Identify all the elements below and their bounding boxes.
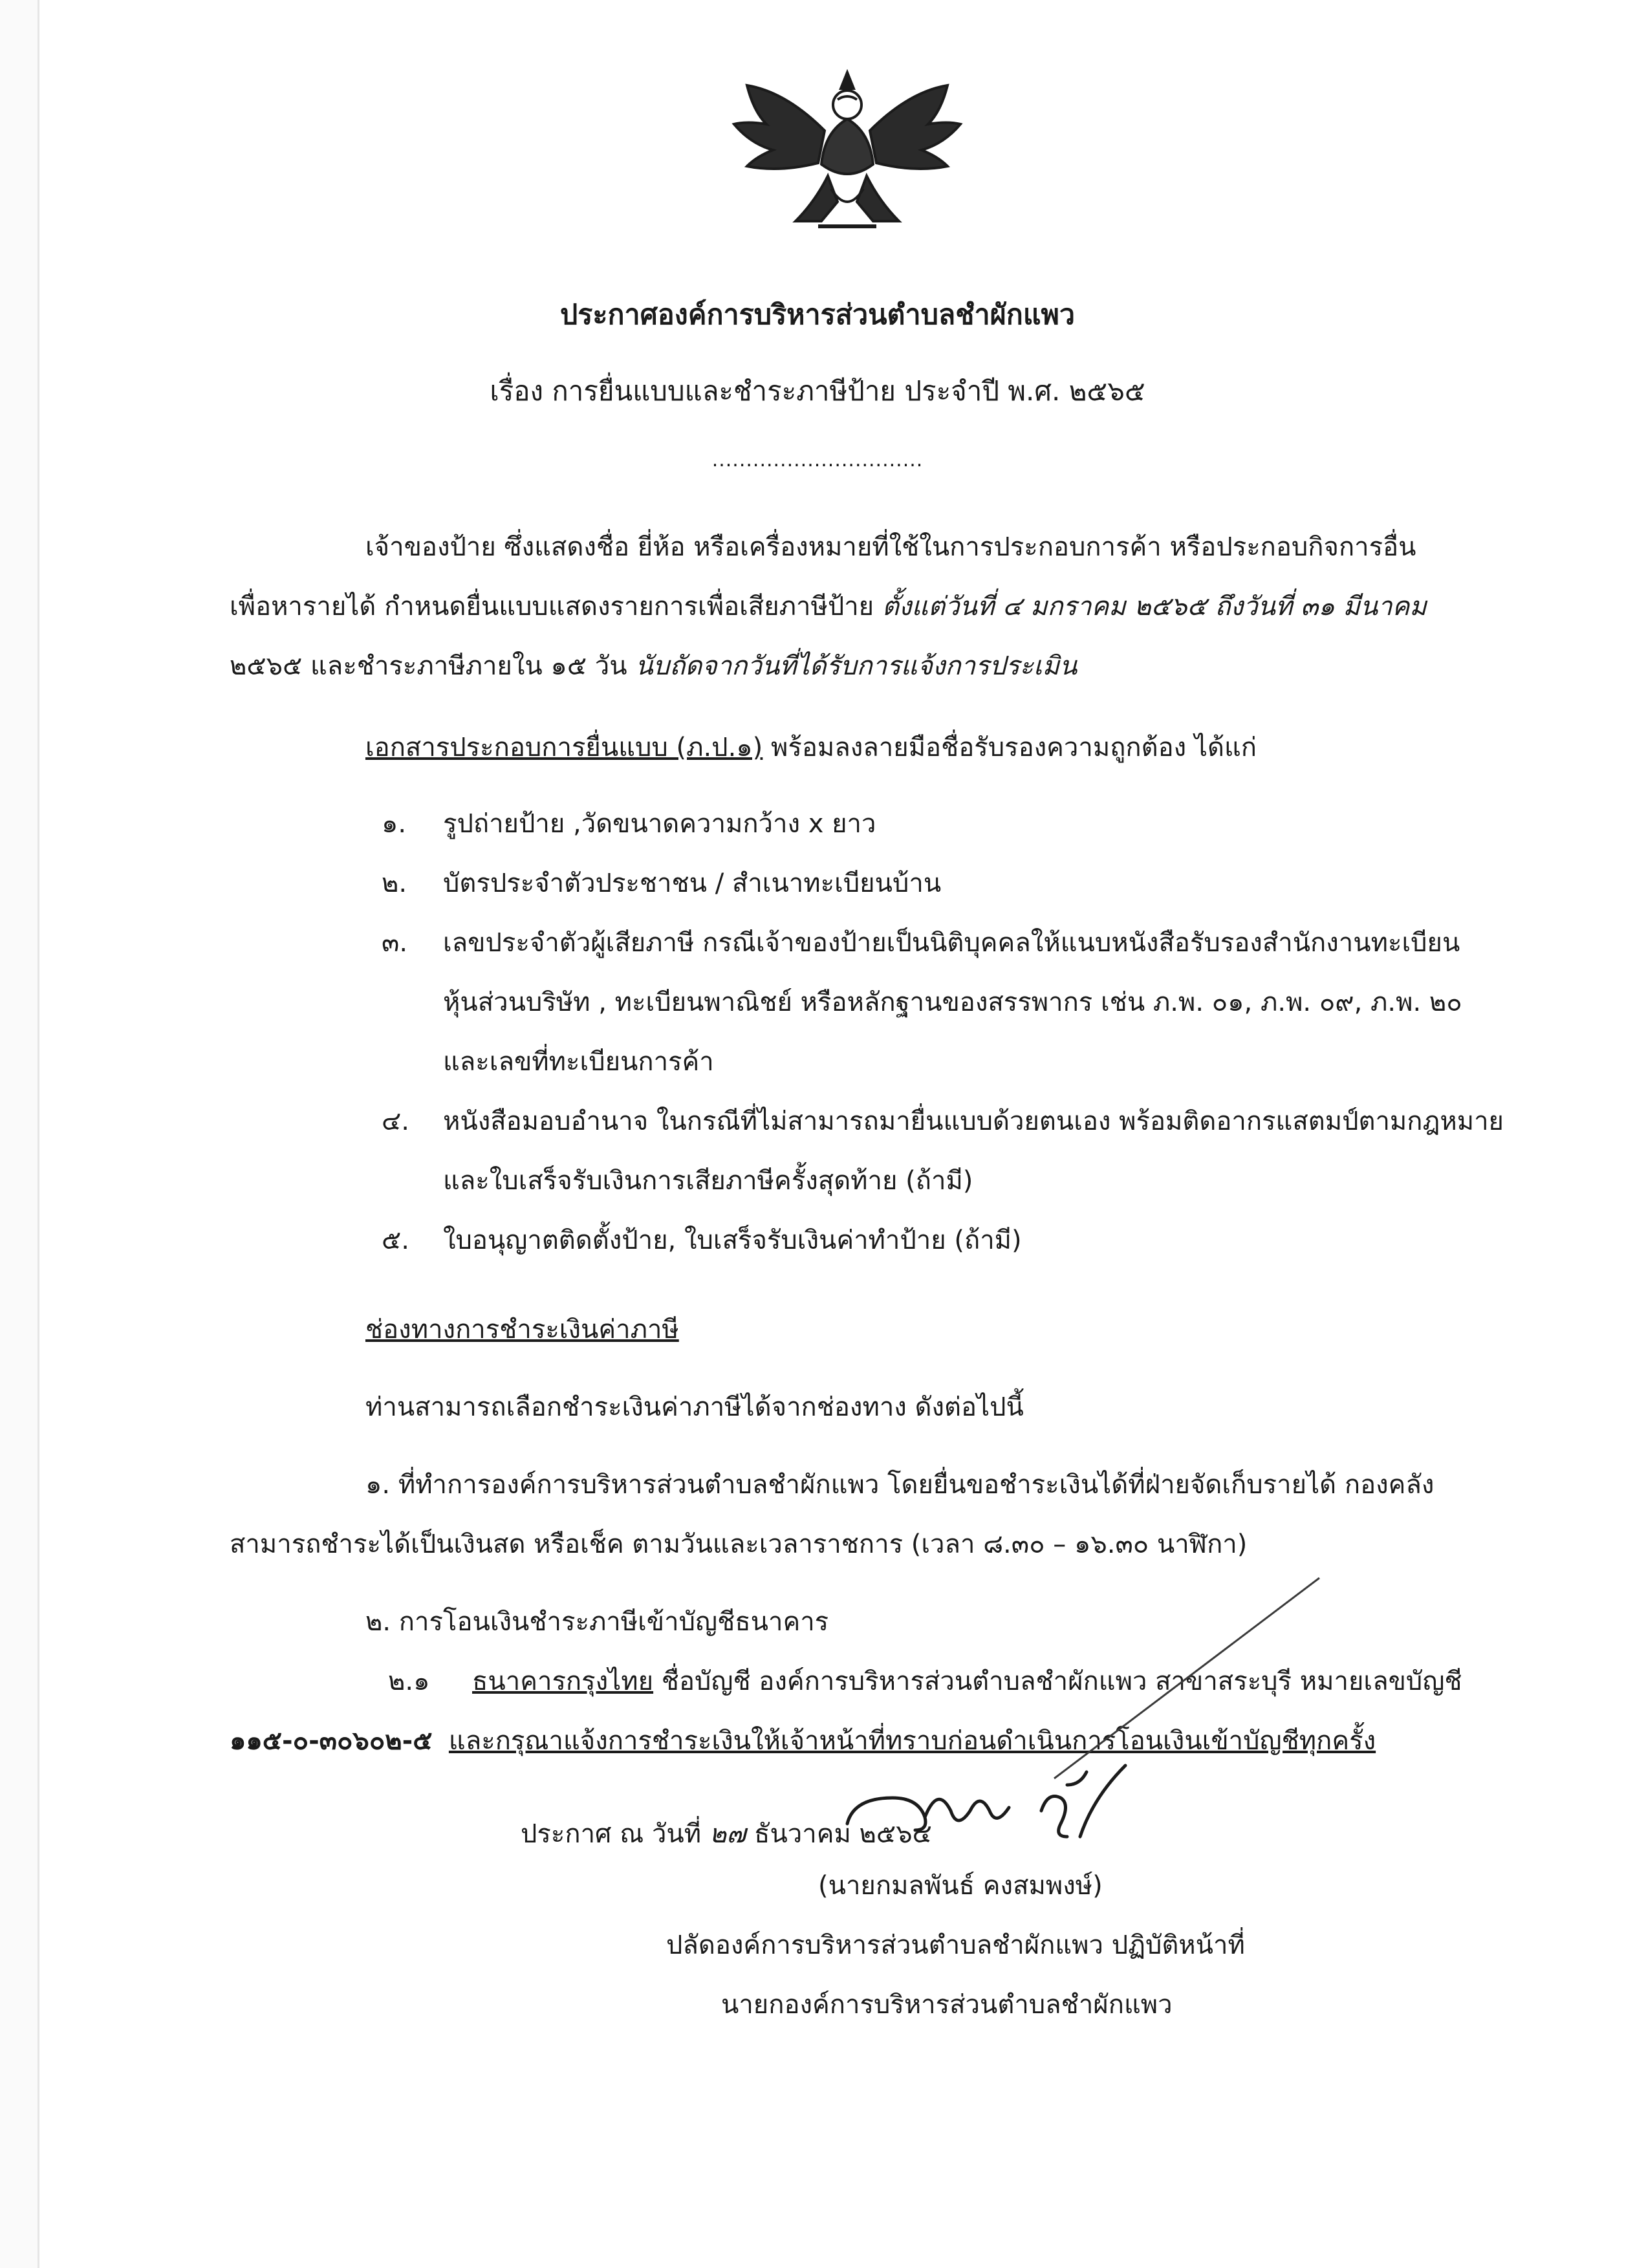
payment-deadline: นับถัดจากวันที่ได้รับการแจ้งการประเมิน bbox=[635, 651, 1077, 681]
account-number: ๑๑๕-๐-๓๐๖๐๒-๕ bbox=[230, 1726, 433, 1756]
list-item-continuation: และเลขที่ทะเบียนการค้า bbox=[443, 1047, 714, 1077]
list-item-continuation: และใบเสร็จรับเงินการเสียภาษีครั้งสุดท้าย (ถ้ามี) bbox=[443, 1166, 973, 1196]
list-item-number: ๔. bbox=[382, 1107, 409, 1136]
list-item-number: ๒. bbox=[382, 869, 407, 898]
list-item-number: ๕. bbox=[382, 1226, 409, 1255]
payment-option-1: ๑. ที่ทำการองค์การบริหารส่วนตำบลชำผักแพว โดยยื่นขอชำระเงินได้ที่ฝ่ายจัดเก็บรายได้ กองคลัง bbox=[365, 1470, 1435, 1500]
list-item-text: หนังสือมอบอำนาจ ในกรณีที่ไม่สามารถมายื่นแบบด้วยตนเอง พร้อมติดอากรแสตมป์ตามกฎหมาย bbox=[443, 1107, 1504, 1136]
list-item-text: ใบอนุญาตติดตั้งป้าย, ใบเสร็จรับเงินค่าทำป้าย (ถ้ามี) bbox=[443, 1226, 1022, 1255]
list-item-number: ๓. bbox=[382, 928, 408, 958]
list-item bbox=[382, 854, 941, 913]
bank-note: และกรุณาแจ้งการชำระเงินให้เจ้าหน้าที่ทราบก่อนดำเนินการโอนเงินเข้าบัญชีทุกครั้ง bbox=[448, 1726, 1376, 1756]
filing-period: ตั้งแต่วันที่ ๔ มกราคม ๒๕๖๕ ถึงวันที่ ๓๑ มีนาคม bbox=[882, 592, 1427, 621]
payment-heading: ช่องทางการชำระเงินค่าภาษี bbox=[365, 1315, 679, 1345]
list-item-text: บัตรประจำตัวประชาชน / สำเนาทะเบียนบ้าน bbox=[443, 869, 942, 898]
signer-position-1: ปลัดองค์การบริหารส่วนตำบลชำผักแพว ปฏิบัติหน้าที่ bbox=[666, 1930, 1245, 1960]
bank-line-1-text: ชื่อบัญชี องค์การบริหารส่วนตำบลชำผักแพว สาขาสระบุรี หมายเลขบัญชี bbox=[653, 1667, 1462, 1696]
documents-heading-line bbox=[365, 718, 1257, 777]
payment-option-2: ๒. การโอนเงินชำระภาษีเข้าบัญชีธนาคาร bbox=[365, 1607, 829, 1637]
date-day: ๒๗ bbox=[709, 1819, 746, 1849]
documents-heading-tail: พร้อมลงลายมือชื่อรับรองความถูกต้อง ได้แก่ bbox=[763, 733, 1257, 762]
signer-name: (นายกมลพันธ์ คงสมพงษ์) bbox=[818, 1871, 1103, 1901]
intro-line-2-text: เพื่อหารายได้ กำหนดยื่นแบบแสดงรายการเพื่อเสียภาษีป้าย bbox=[230, 592, 882, 621]
list-item bbox=[382, 913, 1460, 973]
scan-margin bbox=[0, 0, 38, 2268]
separator: ............................... bbox=[711, 449, 924, 471]
bank-name: ธนาคารกรุงไทย bbox=[472, 1667, 654, 1696]
subject-line: เรื่อง การยื่นแบบและชำระภาษีป้าย ประจำปี พ.ศ. ๒๕๖๕ bbox=[490, 375, 1145, 407]
signer-position-2: นายกองค์การบริหารส่วนตำบลชำผักแพว bbox=[721, 1990, 1173, 2020]
list-item-text: เลขประจำตัวผู้เสียภาษี กรณีเจ้าของป้ายเป็นนิติบุคคลให้แนบหนังสือรับรองสำนักงานทะเบียน bbox=[443, 928, 1460, 958]
garuda-emblem-icon bbox=[721, 59, 973, 254]
intro-line-2 bbox=[230, 577, 1427, 636]
list-item-number: ๑. bbox=[382, 809, 407, 839]
list-item bbox=[382, 794, 876, 854]
list-item-continuation: หุ้นส่วนบริษัท , ทะเบียนพาณิชย์ หรือหลักฐานของสรรพากร เช่น ภ.พ. ๐๑, ภ.พ. ๐๙, ภ.พ. ๒๐ bbox=[443, 988, 1462, 1017]
scan-edge bbox=[38, 0, 39, 2268]
intro-line-3-text: ๒๕๖๕ และชำระภาษีภายใน ๑๕ วัน bbox=[230, 651, 636, 681]
list-item bbox=[382, 1092, 1504, 1151]
documents-heading: เอกสารประกอบการยื่นแบบ (ภ.ป.๑) bbox=[365, 733, 763, 762]
intro-line-3 bbox=[230, 636, 1077, 696]
payment-intro: ท่านสามารถเลือกชำระเงินค่าภาษีได้จากช่องทาง ดังต่อไปนี้ bbox=[365, 1392, 1024, 1422]
intro-line-1: เจ้าของป้าย ซึ่งแสดงชื่อ ยี่ห้อ หรือเครื่องหมายที่ใช้ในการประกอบการค้า หรือประกอบกิจการอื่น bbox=[365, 532, 1416, 562]
date-prefix: ประกาศ ณ วันที่ bbox=[521, 1819, 709, 1849]
page-title: ประกาศองค์การบริหารส่วนตำบลชำผักแพว bbox=[559, 299, 1076, 331]
payment-option-1-cont: สามารถชำระได้เป็นเงินสด หรือเช็ค ตามวันและเวลาราชการ (เวลา ๘.๓๐ – ๑๖.๓๐ นาฬิกา) bbox=[230, 1529, 1248, 1559]
date-month-year: ธันวาคม ๒๕๖๔ bbox=[746, 1819, 932, 1849]
sub-item-number: ๒.๑ bbox=[388, 1667, 430, 1696]
list-item bbox=[382, 1211, 1022, 1270]
signature-image bbox=[834, 1746, 1138, 1863]
list-item-text: รูปถ่ายป้าย ,วัดขนาดความกว้าง x ยาว bbox=[443, 809, 876, 839]
